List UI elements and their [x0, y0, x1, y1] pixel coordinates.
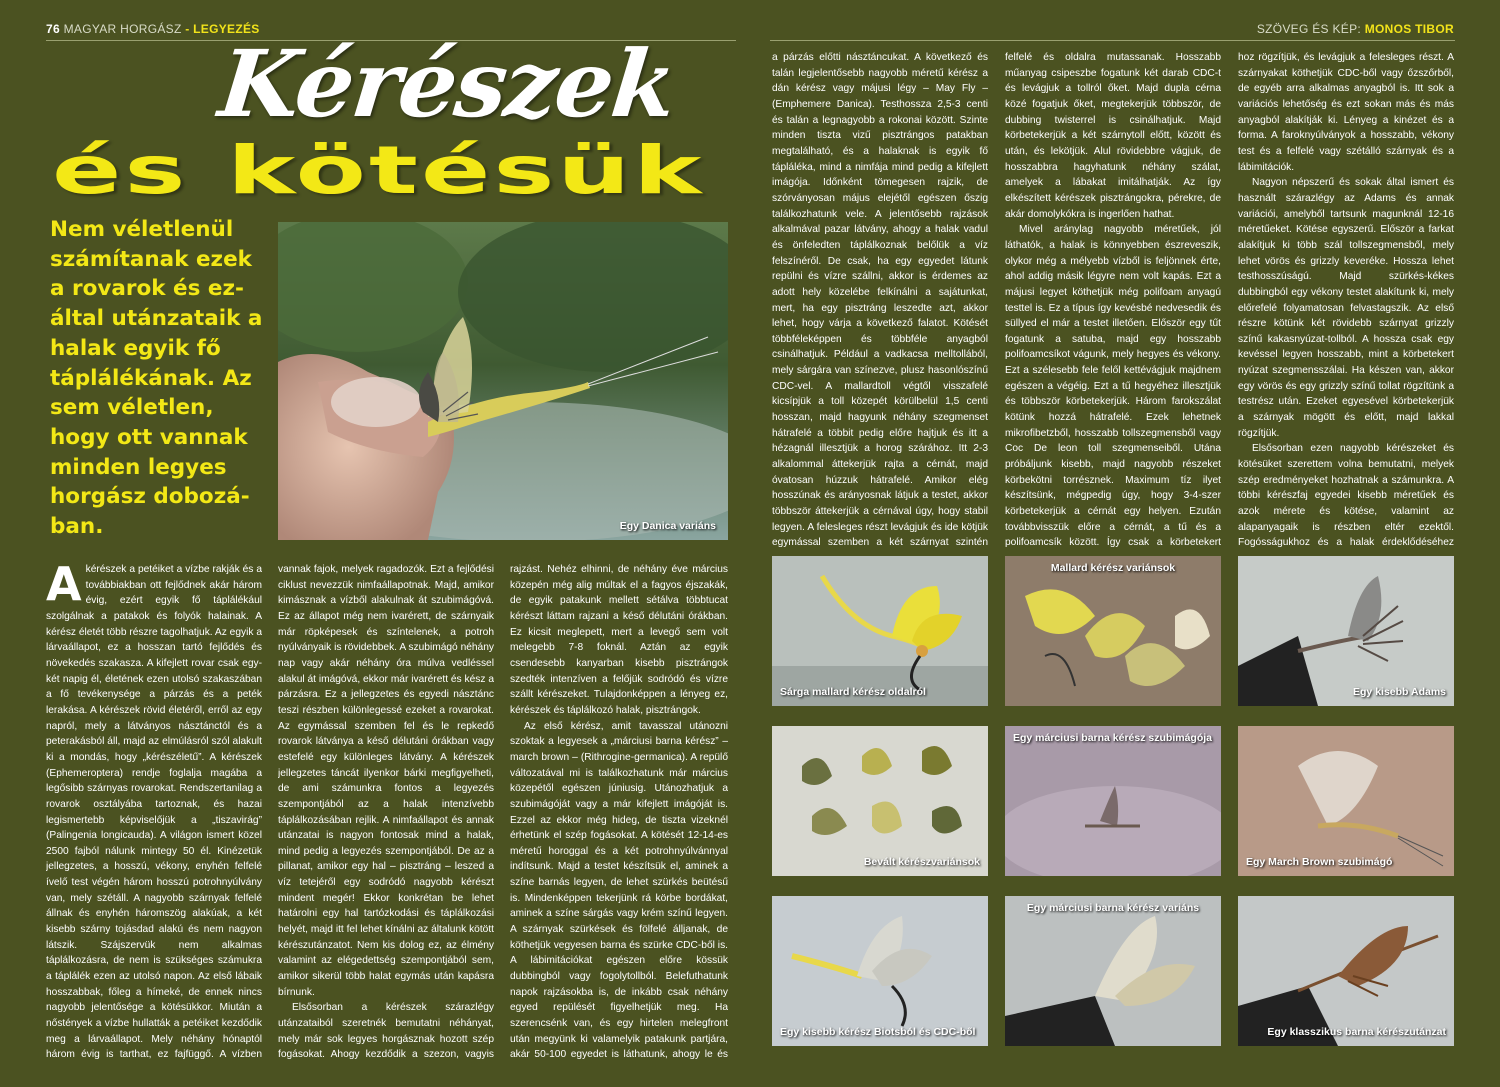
column-3-text-b: Az első kérész, amit tavasszal utánozni szoktak a legyesek a „márciusi barna kérész” – march brown – (Rithrogine-germanica). A repülő változatával mi is találkozhatunk már március közepétől egészen júniusig. Utánozhatjuk a szubimágóját vagy a már kifejlett imágóját is. Ezzel az ekkor még hideg, de tiszta vizeknél érhetünk el szép fogásokat. A kötését 12-14-es méretű horoggal és a két potrohnyúlvánnyal indítsunk. Majd a testet készítsük el, aminek a színe barnás legyen, de lehet szürkés beütésű is. Mindenképpen tekerjünk rá körbe bordákat, aminek a színe sárgás vagy krém színű legyen. A szárnyak szürkések és fölfelé álljanak, de köthetjük vegyesen barna és szürke CDC-ből is. A lábimitációkat egészen előre kössük dubbingból vagy fogolytollból. Belefuthatunk napok rajzásokba is, de inkább csak néhány egyed repülését figyelhetjük meg. Ha szerencsénk van, és egy hirtelen melegfront után megyünk ki valamelyik patakunk partjára, akár 50-100 egyedet is láthatunk, ahogy le és	[510, 720, 728, 1061]
column-6-text-c: Elsősorban ezen nagyobb kérészeket és kötésüket szerettem volna bemutatni, melyek szép eredményeket hozhatnak a számunkra. A többi kérészfaj egyedei kisebb méretűek és azok mérete és kötése, valamint az alapanyagaik is részben eltér ezektől. Fogósságukhoz és a halak érdeklődéséhez	[1238, 443, 1454, 548]
gallery-caption-4: Bevált kérészvariánsok	[863, 856, 980, 868]
drop-cap: A	[46, 562, 82, 611]
text-column-4	[772, 50, 988, 548]
gallery-caption-8: Egy márciusi barna kérész variáns	[1026, 902, 1200, 914]
title-line-2: és kötésük	[52, 132, 705, 209]
main-photo	[278, 222, 728, 540]
column-5-text-b: Mivel aránylag nagyobb méretűek, jól láthatók, a halak is könnyebben észreveszik, olykor még a mélyebb vízből is feljönnek érte, ahol addig másik légyre nem volt kapás. Ezt a májusi legyet köthetjük még polifoam anyagú testtel is. Ez a típus így kevésbé nedvesedik és süllyed el már a testet illetően. Először egy tűt fogatunk a satuba, majd egy hosszabb polifoamcsíkot vágunk, mely hegyes és vékony. Ezt a szélesebb fele felől kettévágjuk majdnem egészen a végéig. Ezt a tű hegyéhez illesztjük és többször körbetekerjük. Három farokszálat kötünk hozzá hátrafelé. Ezek lehetnek mikrofibetzből, hosszabb tollszegmensből vagy Coc De leon toll szegmenseiből. Utána próbáljunk kisebb, majd nagyobb részeket körbekötni torrésznek. Maximum tíz ilyet készítsünk, mégpedig úgy, hogy 3-4-szer körbetekerjük a cérnát egy helyen. Ezután továbbvisszük előre a cérnát, a tű és a polifoamcsík között. Így csak a körbetekert	[1005, 224, 1221, 548]
gallery-photo-8	[1005, 896, 1221, 1046]
author-name: MONOS TIBOR	[1364, 22, 1454, 36]
text-column-1	[46, 562, 262, 1062]
gallery-photo-9	[1238, 896, 1454, 1046]
gallery-photo-7	[772, 896, 988, 1046]
text-column-2	[278, 562, 494, 1062]
text-column-3	[510, 562, 728, 1062]
header-rule-right	[770, 40, 1455, 41]
column-6-text-a: hoz rögzítjük, és levágjuk a felesleges részt. A szárnyakat köthetjük CDC-ből vagy őzszőrből, de egyéb arra alkalmas anyagból is. Itt sok a variációs lehetőség és ezt sokan más és más anyagból alakítják ki. Lényeg a kinézet és a forma. A faroknyúlványok a hosszabb, vékony test és a felfelé vagy szétálló szárnyak és a lábimitációk.	[1238, 52, 1454, 173]
section-name: LEGYEZÉS	[193, 22, 260, 36]
march-brown-subimago-image	[1005, 726, 1221, 876]
gallery-caption-3: Egy kisebb Adams	[1353, 686, 1446, 698]
gallery-photo-6	[1238, 726, 1454, 876]
column-3-text-a: rajzást. Nehéz elhinni, de néhány éve március közepén még alig múltak el a fagyos éjszakák, de egyik patakunk mellett sétálva többtucat kérészt láttam rajzani a késő délutáni órákban. Ez kicsit meglepett, mert a levegő sem volt melegebb 7-8 foknál. Aztán az egyik csendesebb kanyarban kisebb pisztrángok szedték intenzíven a felőjük sodródó és vízre szállt kérészeket. Tulajdonképpen a lényeg ez, kérészek és táplálkozó halak, pisztrángok.	[510, 564, 728, 716]
column-2-text-b: Elsősorban a kérészek szárazlégy utánzataiból szeretnék bemutatni néhányat, mely már sok legyes horgásznak hozott szép fogásokat. Ahogy kezdődik a szezon, vagyis	[278, 1002, 494, 1061]
gallery-caption-5: Egy márciusi barna kérész szubimágója	[1013, 732, 1212, 744]
mayfly-on-finger-image	[278, 222, 728, 540]
separator: -	[181, 22, 194, 36]
gallery-caption-6: Egy March Brown szubimágó	[1246, 856, 1393, 868]
biots-cdc-fly-image	[772, 896, 988, 1046]
text-column-6	[1238, 50, 1454, 548]
page-number: 76	[46, 22, 60, 36]
main-photo-caption: Egy Danica variáns	[619, 520, 716, 532]
column-4-text: a párzás előtti násztáncukat. A következő és talán legjelentősebb nagyobb méretű kérész a dán kérész vagy májusi légy – May Fly – (Emphemere Danica). Testhossza 2,5-3 centi és talán a legnagyobb a rokonai között. Szinte minden tiszta vizű pisztrángos patakban megtalálható, és a halaknak is egyik fő tápláléka, mind a nimfája mind pedig a kifejlett imágója. Időnként tömegesen rajzik, de szórványosan május elejétől egészen őszig találkozhatunk vele. A jelentősebb rajzások alkalmával pazar látvány, ahogy a halak vadul és önfeledten táplálkoznak belőlük a víz felszínéről. De csak, ha egy egyedet látunk repülni és vízre szállni, akkor is érdemes az adott hely közelébe felkínálni a sajátunkat, mert, ha egy pisztráng leszedte azt, akkor lehet, hogy várja a következő falatot. Kötését többféleképpen és többféle anyagból csinálhatjuk. Például a vadkacsa melltollából, mely sárgára van színezve, plusz hasonlószínű CDC-vel. A mallardtoll végtől visszafelé kicsípjük a toll közepét körülbelül 1,5 centi hosszan, majd hagyunk néhány szegmenset hátrafelé a többit pedig előre hajtjuk és itt a hézagnál illesztjük a horog szárához. Itt 2-3 alkalommal áttekerjük rajta a cérnát, majd óvatosan húzzuk hátrafelé. Amikor elég hosszúnak és arányosnak látjuk a testet, akkor többször áttekerjük a cérnával úgy, hogy stabil legyen. A felesleges részt levágjuk és ide kötjük egymással szemben a két szárnyat szintén	[772, 52, 988, 548]
gallery-caption-2: Mallard kérész variánsok	[1050, 562, 1176, 574]
march-brown-variant-image	[1005, 896, 1221, 1046]
gallery-photo-4	[772, 726, 988, 876]
gallery-photo-1	[772, 556, 988, 706]
gallery-photo-3	[1238, 556, 1454, 706]
proven-variants-image	[772, 726, 988, 876]
magazine-name: MAGYAR HORGÁSZ	[63, 22, 182, 36]
gallery-caption-7: Egy kisebb kérész Biotsból és CDC-ből	[780, 1026, 976, 1038]
yellow-mallard-fly-image	[772, 556, 988, 706]
classic-brown-fly-image	[1238, 896, 1454, 1046]
page-header-right	[1257, 22, 1454, 36]
column-2-text-a: vannak fajok, melyek ragadozók. Ezt a fejlődési ciklust nevezzük nimfaállapotnak. Majd, amikor kimásznak a vízből alakulnak át szubimágóvá. Ez az állapot még nem ivarérett, de szárnyaik már röpképesek és színtelenek, a potroh nyúlványaik is rövidebbek. A szubimágó néhány nap vagy akár néhány óra múlva vedléssel alakul át imágóvá, ekkor már ivarérett és kész a párzásra. Ez a jellegzetes és egyedi násztánc teszi részben különlegessé ezeket a rovarokat. Az egymással szemben fel és le repkedő rovarok látványa a késő délutáni órákban vagy estefelé egy különleges látvány. A kérészek jellegzetes táncát ilyenkor bárki megfigyelheti, de ami számunkra fontos a legyezés szempontjából az a halak intenzívebb táplálkozásában rejlik. A nimfaállapot és annak utánzatai is nagyon fontosak mind a halak, mind pedig a legyezés szempontjából. De az a pillanat, amikor egy hal – pisztráng – leszed a víz tetejéről egy sodródó nagyobb kérészt mindent megér! Ekkor konkrétan be lehet határolni egy hal tartózkodási és táplálkozási helyét, majd itt fel lehet kínálni az általunk kötött kérészutánzatot. Nem kis dolog ez, az élmény valamint az elégedettség szempontjából sem, amikor sikerül több halat egymás után kapásra bírnunk.	[278, 564, 494, 998]
credit-prefix: SZÖVEG ÉS KÉP:	[1256, 22, 1365, 36]
column-1-text: kérészek a petéiket a vízbe rakják és a továbbiakban ott fejlődnek akár három évig, ezért egyik fő táplálékául szolgálnak a patakok és folyók halainak. A kérész életét több részre tagolhatjuk. Az egyik a lárvaállapot, ez a hosszan tartó fejlődés és növekedés szakasza. A kifejlett rovar csak egy-két napig él, életének ezen utolsó szakaszában a fő tevékenysége a párzás és a peték lerakása. A kérészek rövid életéről, erről az egy napról, mely a látványos násztánctól és a peterakásból áll, majd az elmúlásról szól alakult ki a mondás, hogy „kérészéletű”. A kérészek (Ephemeroptera) rendje foglalja magába a legősibb szárnyas rovarokat. Rendszertanilag a rovarok osztályába tartoznak, és hazai legismertebb képviselőjük a „tiszavirág” (Palingenia longicauda). A világon ismert közel 2500 fajból nálunk mintegy 50 él. Kinézetük jellegzetes, a hosszú, vékony, enyhén felfelé ívelő test végén három hosszú potrohnyúlvány van, mely szétáll. A nagyobb szárnyak felfelé állnak és enyhén háromszög alakúak, a két kisebb szárny tojásdad alakú és nem nagyon látszik. Szájszervük nem alkalmas táplálkozásra, de nem is szükséges számukra a táplálék ezen az utolsó napon. Az első lábaik hosszabbak, főleg a hímeké, de ennek nincs nagyobb jelentősége a kötésükkor. Miután a nőstények a vízbe hullatták a petéiket kezdődik meg a lárvaállapot. Mely néhány hónaptól három évig is tarthat, ez fajfüggő. A vízben	[46, 564, 262, 1061]
gallery-photo-2	[1005, 556, 1221, 706]
title-line-1: Kérészek	[214, 30, 680, 138]
march-brown-image	[1238, 726, 1454, 876]
gallery-caption-1: Sárga mallard kérész oldalról	[780, 686, 926, 698]
gallery-photo-5	[1005, 726, 1221, 876]
small-adams-fly-image	[1238, 556, 1454, 706]
column-6-text-b: Nagyon népszerű és sokak által ismert és használt szárazlégy az Adams és annak variációi, amelyből tartsunk magunknál 12-16 méretűeket. Kötése egyszerű. Először a farkat alakítjuk ki több szál tollszegmensből, mely lehet vörös és grizzly keveréke. Hossza lehet testhosszúságú. Majd szürkés-kékes dubbingból egy vékony testet alakítunk ki, mely előrefelé folyamatosan felvastagszik. Az első részre kötünk két rövidebb szárnyat grizzly színű kakasnyúzat-tollból. A hossza csak egy kevéssel legyen hosszabb, mint a körbetekert nyúzat szegmensszálai. Ha készen van, akkor egy vörös és egy grizzly színű tollat rögzítünk a testrész után. Ezeket egyesével körbetekerjük a szárnyak mögött és előtt, majd lakkal rögzítjük.	[1238, 177, 1454, 439]
column-5-text-a: felfelé és oldalra mutassanak. Hosszabb műanyag csipeszbe fogatunk két darab CDC-t és levágjuk a tollról őket. Majd dupla cérna közé fogatjuk őket, megtekerjük többször, de dubbing twisterrel is csinálhatjuk. Majd körbetekerjük a két szárnytoll előtt, között és után, és lekötjük. Alul rövidebbre vágjuk, de hosszabbra hagyhatunk néhány szálat, amelyek a lábakat imitálhatják. Az így elkészített kérészek pisztrángokra, pérekre, de akár domolykókra is ingerlően hathat.	[1005, 52, 1221, 220]
lead-paragraph: Nem véletlenül számítanak ezek a rovarok és ez-által utánzataik a halak egyik fő táplálékának. Az sem véletlen, hogy ott vannak minden legyes horgász dobozá-ban.	[50, 217, 263, 540]
mallard-variants-image	[1005, 556, 1221, 706]
gallery-caption-9: Egy klasszikus barna kérészutánzat	[1267, 1026, 1446, 1038]
text-column-5	[1005, 50, 1221, 548]
